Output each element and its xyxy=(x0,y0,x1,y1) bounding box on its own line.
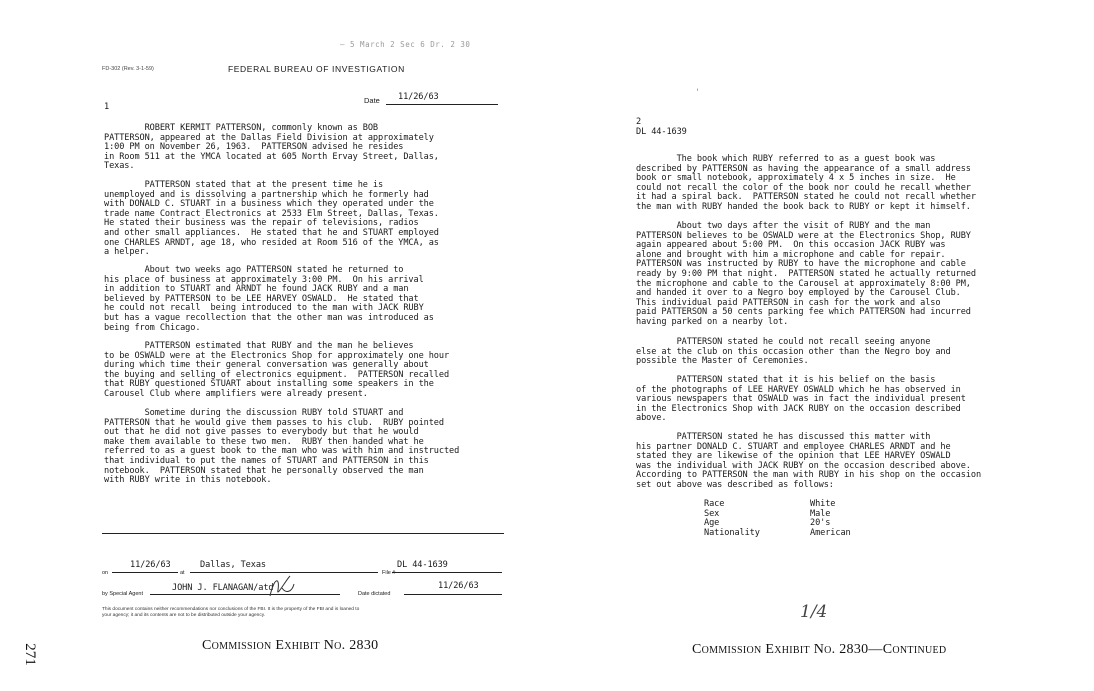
exhibit-caption: Commission Exhibit No. 2830 xyxy=(202,638,379,653)
footer-separator xyxy=(102,533,504,534)
disclaimer-line: This document contains neither recommendations nor conclusions of the FBI. It is the property of the FBI and is loaned to xyxy=(102,607,360,612)
agent-label: by Special Agent xyxy=(102,591,143,597)
paragraph: Sometime during the discussion RUBY told STUART and PATTERSON that he would give them passes to his club. RUBY pointed out that he did not give passes to everybody but that he would make them available to these two men. RUBY then handed what he referred to as a guest book to the man who was with him and instructed that individual to put the names of STUART and PATTERSON in this notebook. PATTERSON stated that he personally observed the man with RUBY write in this notebook. xyxy=(104,408,460,486)
interview-date: 11/26/63 xyxy=(130,560,171,570)
agency-header: FEDERAL BUREAU OF INVESTIGATION xyxy=(228,64,405,74)
paragraph: PATTERSON stated that it is his belief on the basis of the photographs of LEE HARVEY OSWALD which he has observed in various newspapers that OSWALD was in fact the individual present in the Electronics Shop with JACK RUBY on the occasion described above. xyxy=(636,375,966,424)
date-label: Date xyxy=(364,96,380,105)
at-label: at xyxy=(180,570,185,576)
top-stamp: — 5 March 2 Sec 6 Dr. 2 30 xyxy=(340,40,471,49)
page-number: 2 xyxy=(636,117,642,127)
description-label: Race xyxy=(704,499,725,509)
margin-page-number: 271 xyxy=(21,643,38,666)
handwritten-mark: 1/4 xyxy=(800,602,828,622)
file-number: DL 44-1639 xyxy=(397,560,448,570)
interview-place: Dallas, Texas xyxy=(200,560,266,570)
paragraph: The book which RUBY referred to as a guest book was described by PATTERSON as having the appearance of a small address book or small notebook, approximately 4 x 5 inches in size. He could not recall the color of the book nor could he recall whether it had a spiral back. PATTERSON stated he could not recall whether the man with RUBY handed the book back to RUBY or kept it himself. xyxy=(636,154,976,212)
tick-mark: ' xyxy=(695,88,701,98)
form-number: FD-302 (Rev. 3-1-59) xyxy=(102,66,154,72)
paragraph: PATTERSON estimated that RUBY and the man he believes to be OSWALD were at the Electronics Shop for approximately one hour during which time their general conversation was generally about the buying and selling of electronics equipment. PATTERSON recalled that RUBY questioned STUART about installing some speakers in the Carousel Club where amplifiers were already present. xyxy=(104,341,450,399)
dictated-line xyxy=(404,594,502,595)
description-value: Male xyxy=(810,508,831,519)
description-table xyxy=(704,500,851,538)
on-label: on xyxy=(102,570,109,576)
description-label: Nationality xyxy=(704,527,760,538)
agent-name: JOHN J. FLANAGAN/atd xyxy=(172,583,274,593)
description-label: Sex xyxy=(704,508,720,519)
description-value: White xyxy=(810,499,836,509)
exhibit-caption: Commission Exhibit No. 2830—Continued xyxy=(692,642,947,657)
file-label: File # xyxy=(382,570,396,576)
initials-signature xyxy=(266,572,296,602)
description-value: 20's xyxy=(810,518,831,529)
date-value: 11/26/63 xyxy=(398,92,439,102)
page-number: 1 xyxy=(104,102,110,112)
paragraph: PATTERSON stated that at the present time he is unemployed and is dissolving a partnership which he formerly had with DONALD C. STUART in a business which they operated under the trade name Contract Electronics at 2533 Elm Street, Dallas, Texas. He stated their business was the repair of televisions, radios and other small appliances. He stated that he and STUART employed one CHARLES ARNDT, age 18, who resided at Room 516 of the YMCA, as a helper. xyxy=(104,180,439,258)
disclaimer xyxy=(102,607,359,619)
dictated-label: Date dictated xyxy=(358,591,391,597)
paragraph: ROBERT KERMIT PATTERSON, commonly known as BOB PATTERSON, appeared at the Dallas Field Division at approximately 1:00 PM on November 26, 1963. PATTERSON advised he resides in Room 511 at the YMCA located at 605 North Ervay Street, Dallas, Texas. xyxy=(104,123,439,172)
disclaimer-line: your agency; it and its contents are not to be distributed outside your agency. xyxy=(102,613,266,618)
description-value: American xyxy=(810,527,851,538)
file-number-line xyxy=(392,572,502,573)
agent-line xyxy=(150,594,340,595)
paragraph: About two weeks ago PATTERSON stated he returned to his place of business at approximately 3:00 PM. On his arrival in addition to STUART and ARNDT he found JACK RUBY and a man believed by PATTERSON to be LEE HARVEY OSWALD. He stated that he could not recall being introduced to the man with JACK RUBY but has a vague recollection that the other man was introduced as being from Chicago. xyxy=(104,265,434,333)
description-label: Age xyxy=(704,518,720,529)
date-underline xyxy=(386,104,498,105)
file-reference: DL 44-1639 xyxy=(636,127,687,137)
description-row xyxy=(704,529,851,539)
paragraph: PATTERSON stated he could not recall seeing anyone else at the club on this occasion other than the Negro boy and possible the Master of Ceremonies. xyxy=(636,337,951,367)
paragraph: About two days after the visit of RUBY and the man PATTERSON believes to be OSWALD were at the Electronics Shop, RUBY again appeared about 5:00 PM. On this occasion JACK RUBY was alone and brought with him a microphone and cable for repair. PATTERSON was instructed by RUBY to have the microphone and cable ready by 9:00 PM that night. PATTERSON stated he actually returned the microphone and cable to the Carousel at approximately 8:00 PM, and handed it over to a Negro boy employed by the Carousel Club. This individual paid PATTERSON in cash for the work and also paid PATTERSON a 50 cents parking fee which PATTERSON had incurred having parked on a nearby lot. xyxy=(636,221,976,327)
paragraph: PATTERSON stated he has discussed this matter with his partner DONALD C. STUART and employee CHARLES ARNDT and he stated they are likewise of the opinion that LEE HARVEY OSWALD was the individual with JACK RUBY on the occasion described above. According to PATTERSON the man with RUBY in his shop on the occasion set out above was described as follows: xyxy=(636,432,982,490)
interview-date-line xyxy=(112,572,178,573)
dictated-date: 11/26/63 xyxy=(438,581,479,591)
